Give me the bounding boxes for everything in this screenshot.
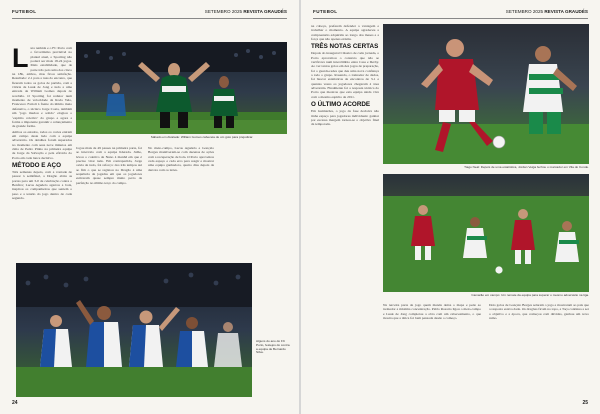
photo-caption: Camarão em campo: Um remate da equipa para superar o mesmo adversário na liga. bbox=[471, 293, 589, 297]
photo-caption: Sábado em Alvalade: William Gomes cabeceia de um golo para prejudicar. bbox=[150, 135, 254, 139]
body-text: Depois do inaugural Clássico de cada jornada, o Porto aproveitou o contexto que não se verificava num intercâmbio entre Casa e Derby. Ao ver tantos golos em dez jogos de preparação, foi o guarda-redes que deu uma nova confiança a todo o grupo. Rosendo, o treinador de dados, foi buscar estatísticas de encontros de 3-1 e quantas vezes os jogadores chegaram à área adversária. Finalmente foi a resposta técnica do Porto que mostrou que esta equipa ainda vive com o mesmo espírito de 2011. bbox=[311, 51, 379, 99]
page-header bbox=[12, 9, 287, 17]
article-column-2 bbox=[383, 303, 481, 395]
body-text: Dois golos de Gonçalo Borges selaram o jogo e mostraram ao país que a resposta estava dada. Os dragões ficam no topo, a Taça continua a ser o objetivo e a época, que começou com dúvidas, ganhou um novo rumo. bbox=[489, 303, 589, 321]
photo-caption: Alguns do ano do FC Porto, festejos do contra a equipa de Bernardo Silva. bbox=[256, 339, 290, 355]
drop-cap: L bbox=[12, 46, 29, 73]
issue-label: SETEMBRO 2025 REVISTA GRAUDÉS bbox=[204, 9, 287, 14]
article-column-2 bbox=[76, 146, 142, 258]
section-label: FUTEBOL bbox=[313, 9, 338, 14]
body-text: No meio-campo, Lucas Agudelo e Gonçalo Borges mantiveram-se com dezenas de ações com a recuperação de bola. O Porto aproveitou cada espaço e cada erro para reagir e mostrar uma equipa ganhadora, quatro dias depois da derrota com os leões. bbox=[148, 146, 214, 172]
subheading: TRÊS NOTAS CERTAS bbox=[311, 43, 379, 51]
photo-image bbox=[383, 24, 589, 164]
header-rule bbox=[12, 18, 287, 19]
page-number: 24 bbox=[12, 400, 18, 406]
subheading: O ÚLTIMO ACORDE bbox=[311, 101, 371, 109]
article-column-3 bbox=[148, 146, 214, 258]
article-column-3 bbox=[489, 303, 589, 395]
body-text: Na terceira parte de jogo quem manda deixa o mapa e pede ao treinador a máxima concentração. Pablo Rosario ligou o meio-campo e Luuk de Jong completou a obra com um cabeceamento, o que mostra que a tática foi bem pensada desde o começo. bbox=[383, 303, 481, 321]
issue-label: SETEMBRO 2025 REVISTA GRAUDÉS bbox=[505, 9, 588, 14]
left-page bbox=[0, 0, 299, 414]
page-header bbox=[313, 9, 588, 17]
header-rule bbox=[313, 18, 588, 19]
body-text: Ambos os estados, todos os cortes entram em campo deste lado com a equipa adversário. Os detalhes foram superados no momento com seus nove minutos em cima de Pedro Pinho na primeira equipa de Jorge da Salvação e pela eficácia do Porto em cada lance decisivo. bbox=[12, 129, 72, 160]
right-page bbox=[301, 0, 600, 414]
photo-image bbox=[383, 174, 589, 292]
photo-caption: Tiago Neal: Depois de uma estatística, Jordan Veiga fechou o marcador em Vila do Conde. bbox=[464, 165, 589, 169]
photo-match-action bbox=[383, 24, 589, 164]
page-number: 25 bbox=[582, 400, 588, 406]
body-text: uta renhida e o FC Porto com o favoritismo previsível no plantel atual, o Sporting não poderá ser mais 18-24 jogos. Mais estabilidade, que de parte três pois uma dos cinco na 18h, ambos, mas ficou satisfação. Resultado: 2-1 para a ruas do enconro, que fizeram todos os golos de partida, com a vitória de Luuk de Jong e tudo a uma entrada de William Gomes depois de recebida. O Sporting foi redutor num momento de velocidade da Roda Velo, Francesco Farioli à frente do último meio defensivo, o técnico Jorge Costa, também um ‘jogo mudou e solido’ elogiou o ‘espírito coletivo’ do grupo e agora a forma a impotente garantir o relançamento de grande forma. bbox=[12, 46, 72, 129]
photo-player-celebration bbox=[76, 42, 287, 134]
subheading: MÉTODO E AÇO bbox=[12, 161, 61, 169]
body-text: Três semanas depois, com a vontade de passar à semifinal, a Dragão abriu as portas para um 3-0 de celebração contra o Benfica; Lucas Agudelo agarrou a bola, inspirou os companheiros que sentem o peso e a tensão do jogo dentro de cada segundo. bbox=[12, 169, 72, 200]
body-text: Jogou mais de 49 passes na primeira parte, foi ao intervalo com a equipa liderada. Julho, levou o coletivo de Nuno à manhã em que é preciso virar tudo. Em contrapartida, Jorge ouvia de tudo, foi reforço: dos três tempos até ao fim o que se registou no Dragão é uma sequência de jogadas em que os jogadores estiveram quase sempre muito perto da perfeição no último terço do campo. bbox=[76, 146, 142, 185]
section-label: FUTEBOL bbox=[12, 9, 37, 14]
article-column-1 bbox=[311, 24, 379, 386]
photo-match-scene bbox=[383, 174, 589, 292]
photo-image bbox=[16, 263, 252, 397]
body-text: na cabeça, preferem defender a vantagem e trabalhar o momento. A equipa agradeceu a compreensão adquirida ao longo dos meses e a força que não apenas existiu. bbox=[311, 24, 379, 42]
body-text: Em Guimarães, o jogo da fase decisiva não tinha espaço para jogadores individuais: ganhar por escassa margem tornou-se o objetivo final da temporada. bbox=[311, 109, 379, 127]
photo-image bbox=[76, 42, 287, 134]
photo-team-celebration bbox=[16, 263, 252, 397]
